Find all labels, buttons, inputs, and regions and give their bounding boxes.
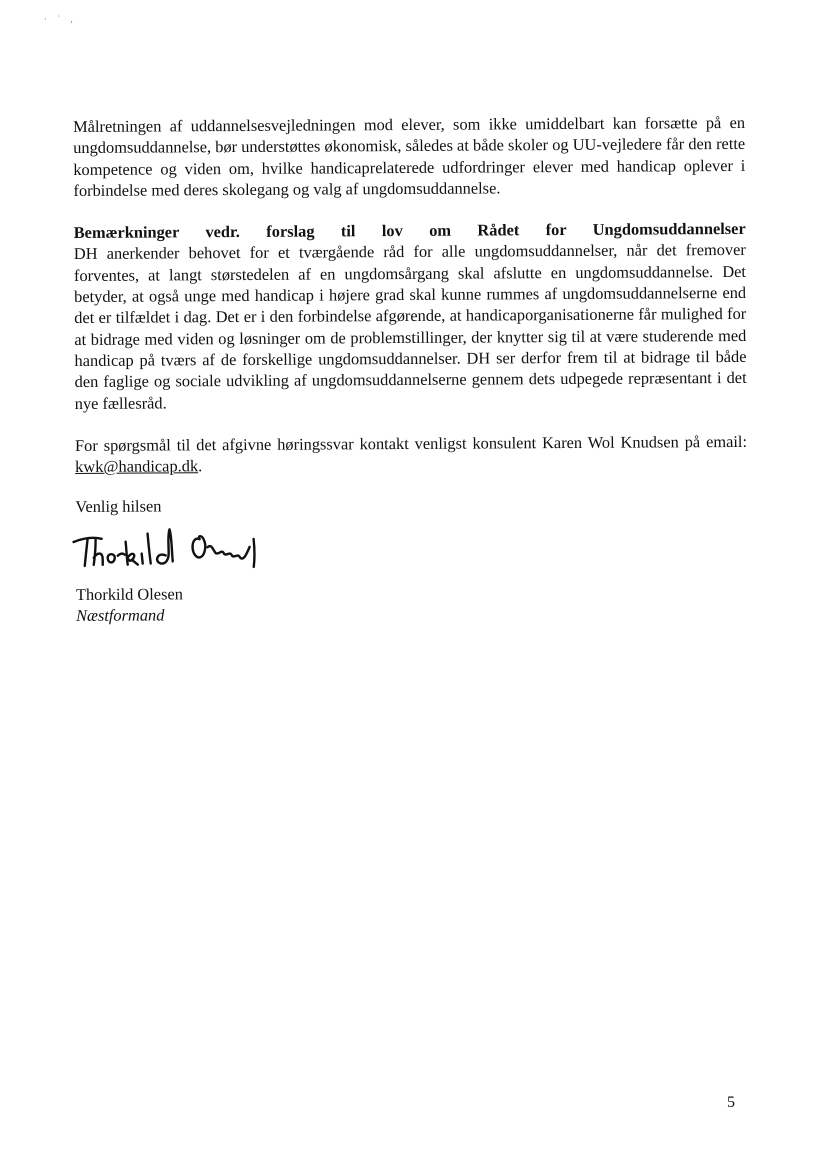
signatory-title: Næstformand (75, 605, 165, 626)
paragraph-remarks-body: DH anerkender behovet for et tværgående råd for alle ungdomsuddannelser, når det fremover forventes, at langt størstedelen af en ungdomsårgang skal afslutte en ungdomsuddannelse. Det betyder, at også unge med handicap i højere grad skal kunne rummes af ungdomsuddannelserne end det er tilfældet i dag. Det er i den forbindelse afgørende, at handicaporganisationerne får mulighed for at bidrage med viden og løsninger om de problemstillinger, der knytter sig til at være studerende med handicap på tværs af de forskellige ungdomsuddannelser. DH ser derfor frem til at bidrage til både den faglige og sociale udvikling af ungdomsuddannelserne gennem dets udpegede repræsentant i det nye fællesråd. (73, 240, 747, 413)
section-heading-remarks: Bemærkninger vedr. forslag til lov om Rådet for Ungdomsuddannelser (73, 219, 746, 243)
scan-artifact: · ˙ , (44, 14, 77, 24)
handwritten-signature (71, 521, 271, 572)
paragraph-guidance-targeting: Målretningen af uddannelsesvejledningen mod elever, som ikke umiddelbart kan forsætte på en ungdomsuddannelse, bør understøttes økonomisk, således at både skoler og UU-vejledere får den rette kompetence og viden om, hvilke handicaprelaterede udfordringer elever med handicap oplever i forbindelse med deres skolegang og valg af ungdomsuddannelse. (73, 112, 746, 200)
page-number: 5 (727, 1094, 735, 1111)
paragraph-contact (75, 431, 747, 478)
signatory-name: Thorkild Olesen (75, 584, 183, 604)
contact-email-link[interactable]: kwk@handicap.dk (75, 456, 199, 477)
contact-text-end: . (198, 456, 203, 476)
section-remarks (74, 218, 747, 414)
closing-greeting: Venlig hilsen (75, 496, 162, 517)
contact-text: For spørgsmål til det afgivne høringssvar kontakt venligst konsulent Karen Wol Knudsen på email: (74, 431, 748, 455)
letter-body (73, 112, 748, 626)
